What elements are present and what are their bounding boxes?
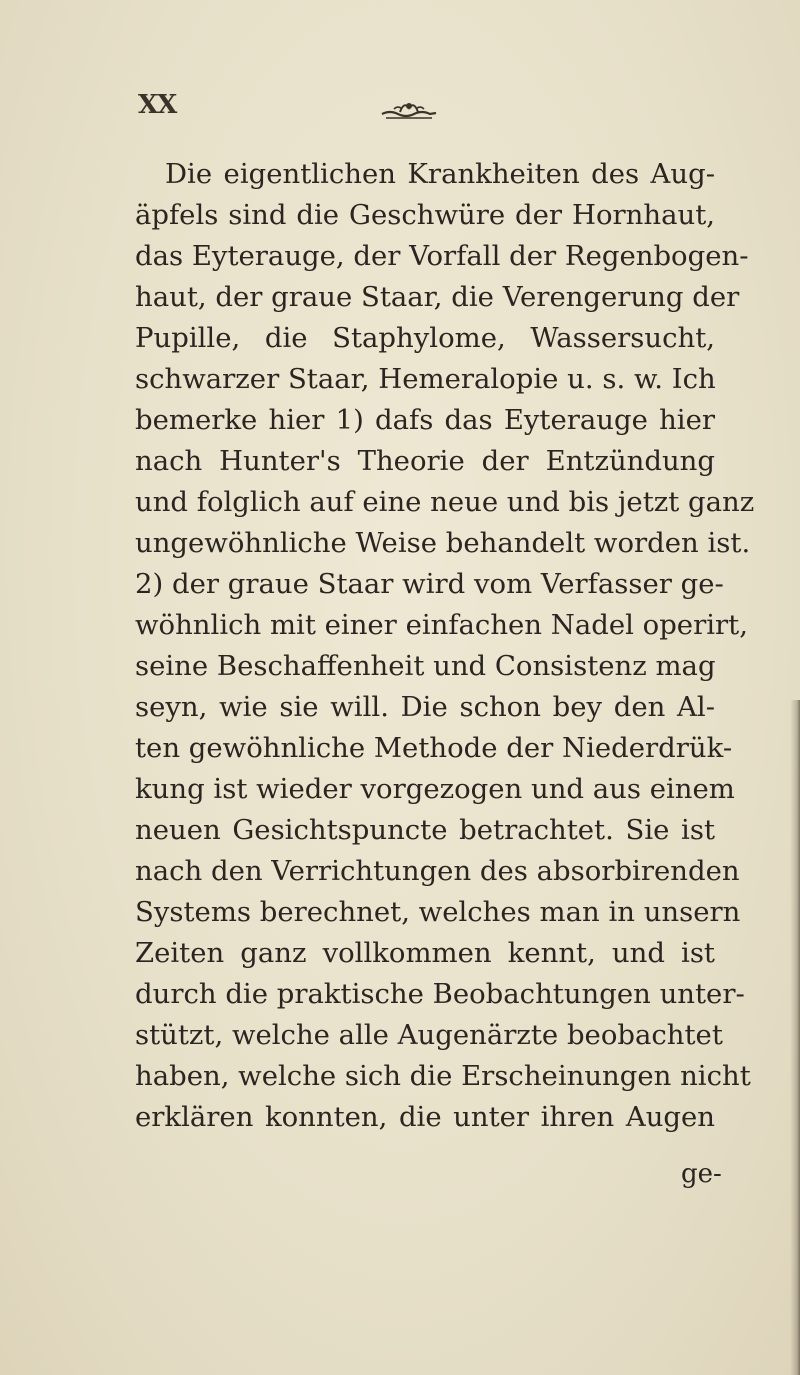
text-line: haut, der graue Staar, die Verengerung der bbox=[135, 281, 740, 313]
text-line: und folglich auf eine neue und bis jetzt ganz bbox=[135, 486, 755, 518]
text-line: äpfels sind die Geschwüre der Hornhaut, bbox=[135, 199, 715, 231]
text-line: kung ist wieder vorgezogen und aus einem bbox=[135, 773, 735, 805]
text-line: haben, welche sich die Erscheinungen nicht bbox=[135, 1060, 751, 1092]
text-line: stützt, welche alle Augenärzte beobachtet bbox=[135, 1019, 723, 1051]
body-text bbox=[135, 154, 755, 1138]
text-line: Zeiten ganz vollkommen kennt, und ist bbox=[135, 937, 715, 969]
text-line: seyn, wie sie will. Die schon bey den Al- bbox=[135, 691, 715, 723]
text-line: schwarzer Staar, Hemeralopie u. s. w. Ich bbox=[135, 363, 716, 395]
text-line: erklären konnten, die unter ihren Augen bbox=[135, 1101, 715, 1133]
page-edge-shadow bbox=[790, 700, 800, 1375]
text-line: wöhnlich mit einer einfachen Nadel operirt, bbox=[135, 609, 748, 641]
text-line: bemerke hier 1) dafs das Eyterauge hier bbox=[135, 404, 715, 436]
page-header bbox=[0, 88, 800, 128]
catchword: ge- bbox=[681, 1159, 722, 1189]
text-line: Systems berechnet, welches man in unsern bbox=[135, 896, 741, 928]
text-line: durch die praktische Beobachtungen unter- bbox=[135, 978, 745, 1010]
decorative-ornament-icon bbox=[380, 98, 438, 122]
text-line: seine Beschaffenheit und Consistenz mag bbox=[135, 650, 716, 682]
text-line: Die eigentlichen Krankheiten des Aug- bbox=[165, 158, 715, 190]
page-number: XX bbox=[138, 90, 177, 120]
text-line: nach Hunter's Theorie der Entzündung bbox=[135, 445, 715, 477]
text-line: das Eyterauge, der Vorfall der Regenbogen- bbox=[135, 240, 749, 272]
text-line: nach den Verrichtungen des absorbirenden bbox=[135, 855, 740, 887]
text-line: ungewöhnliche Weise behandelt worden ist. bbox=[135, 527, 751, 559]
text-line: ten gewöhnliche Methode der Niederdrük- bbox=[135, 732, 733, 764]
text-line: 2) der graue Staar wird vom Verfasser ge- bbox=[135, 568, 724, 600]
text-line: Pupille, die Staphylome, Wassersucht, bbox=[135, 322, 715, 354]
text-line: neuen Gesichtspuncte betrachtet. Sie ist bbox=[135, 814, 715, 846]
